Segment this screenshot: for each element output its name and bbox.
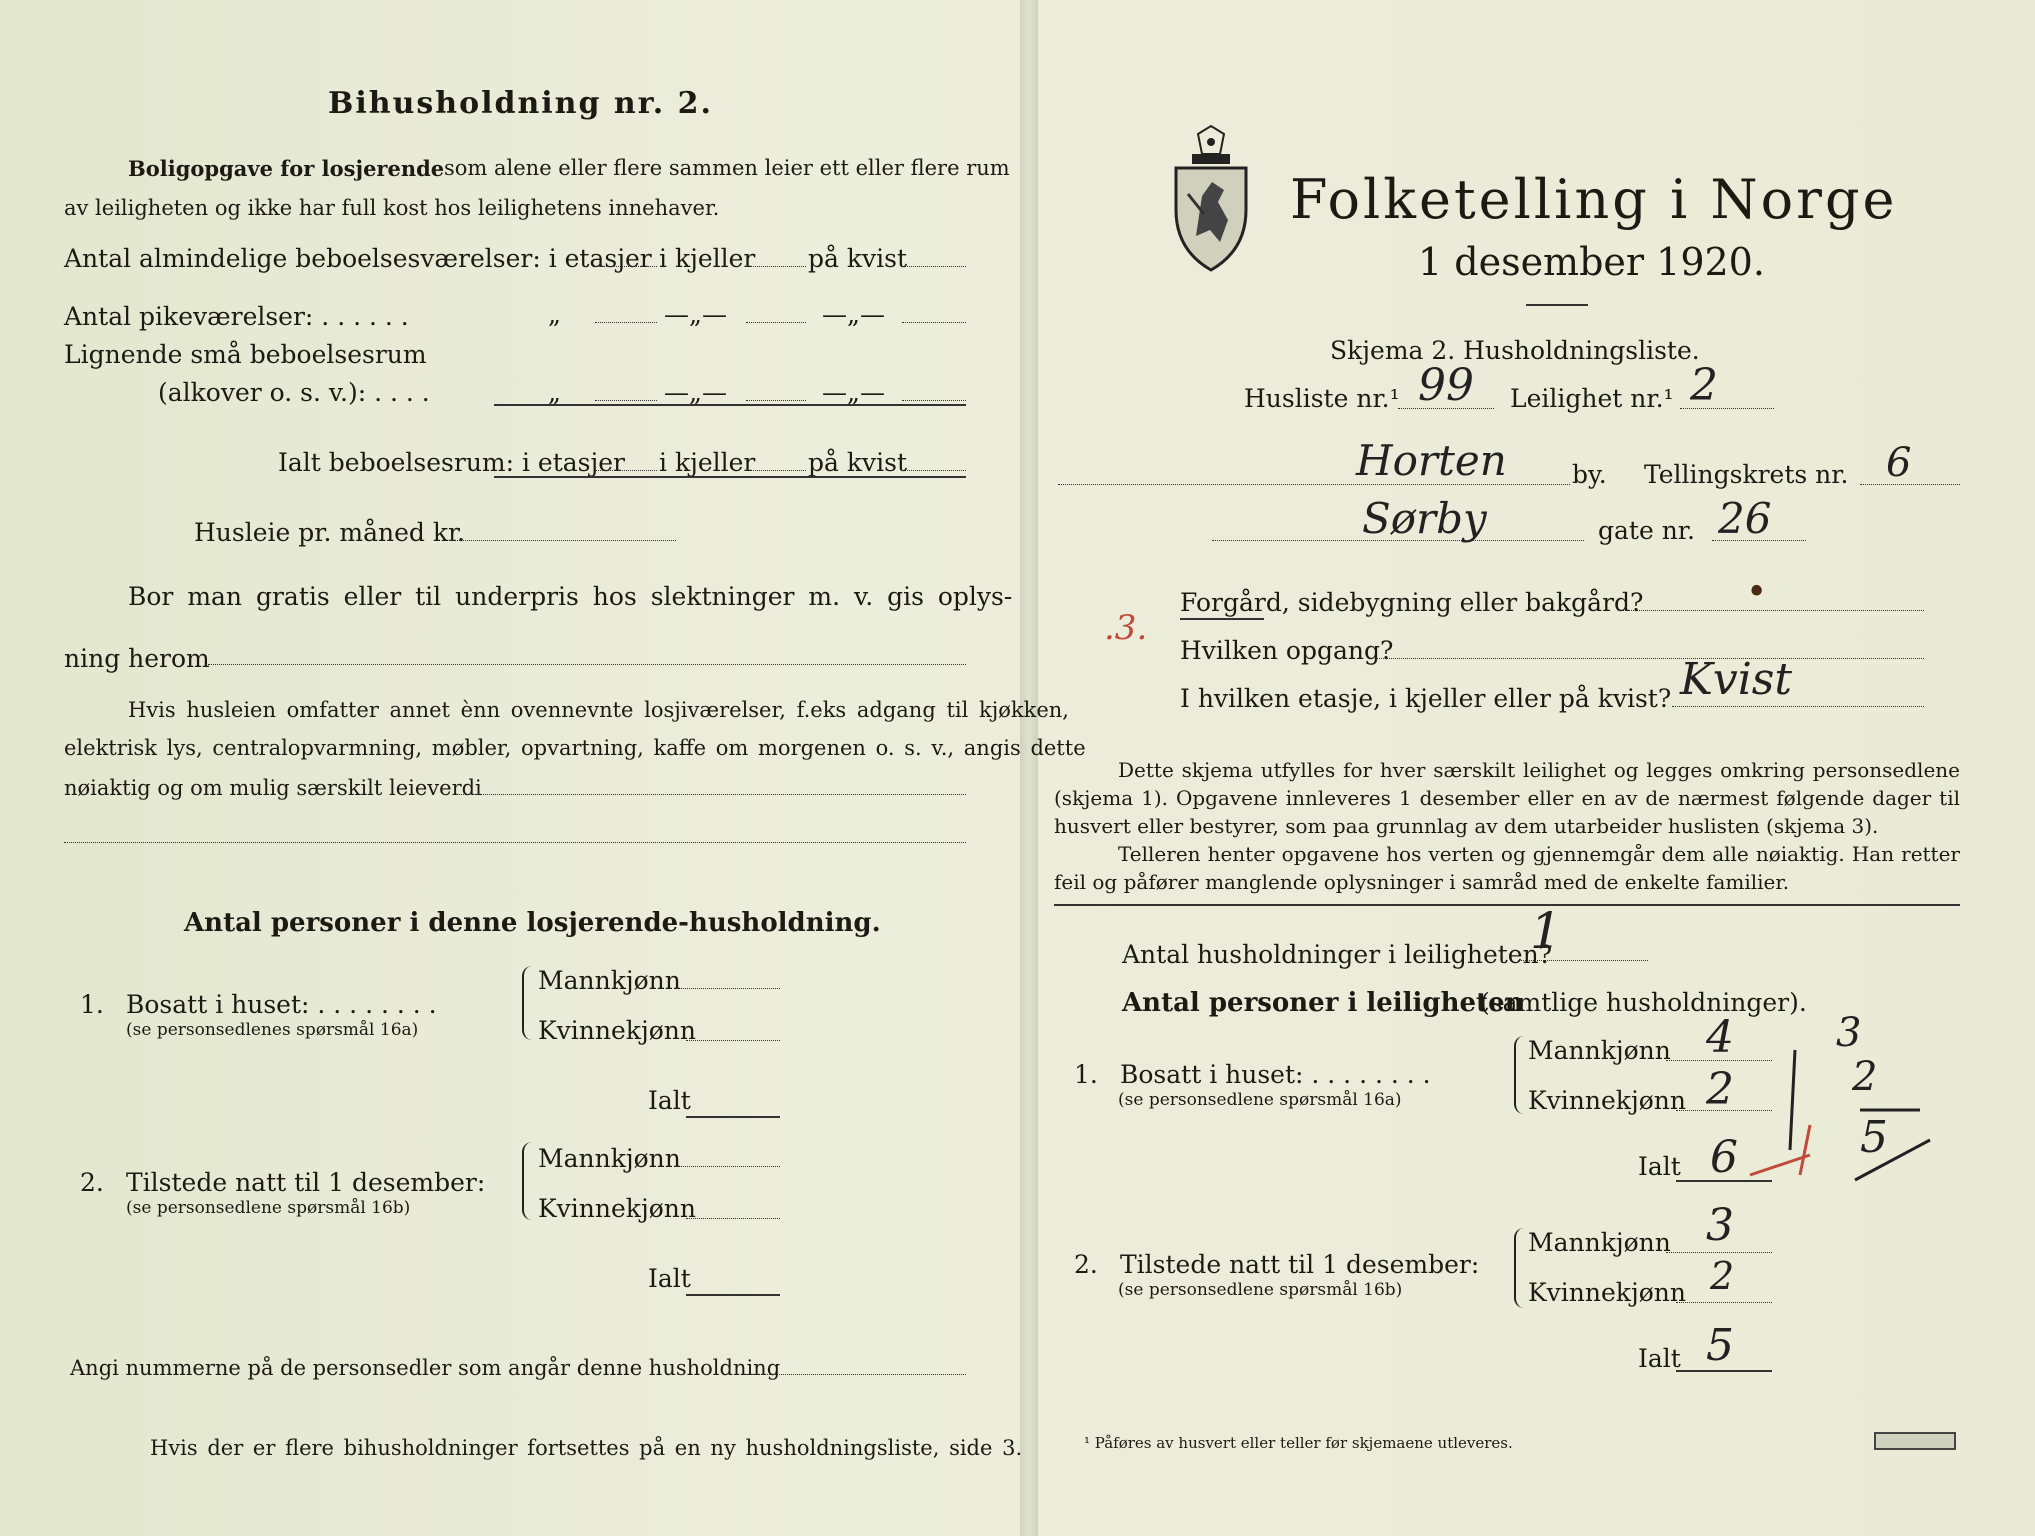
numbers-field[interactable] bbox=[746, 1374, 966, 1375]
gate-value: Sørby bbox=[1362, 494, 1487, 543]
right-q2-kvinne-field[interactable] bbox=[1676, 1302, 1772, 1303]
note-line-1: Hvis husleien omfatter annet ènn ovennevnte losjiværelser, f.eks adgang til kjøkken, bbox=[128, 698, 1069, 722]
rent-field[interactable] bbox=[450, 540, 676, 541]
left-q1-brace bbox=[522, 966, 534, 1040]
intro-bold: Boligopgave for losjerende bbox=[128, 156, 445, 181]
ialt-rooms-label: Ialt beboelsesrum: i etasjer bbox=[278, 448, 626, 477]
pike-ditto-2: —„— bbox=[664, 300, 727, 329]
opgang-label: Hvilken opgang? bbox=[1180, 636, 1394, 665]
left-q1-kvinne-label: Kvinnekjønn bbox=[538, 1016, 696, 1045]
right-persons-rest: (samtlige husholdninger). bbox=[1480, 988, 1807, 1017]
right-q1-brace bbox=[1514, 1036, 1526, 1114]
leieverdi-field-2[interactable] bbox=[64, 842, 966, 843]
left-q2-kvinne-field[interactable] bbox=[686, 1218, 780, 1219]
right-q1-mann-value: 4 bbox=[1706, 1012, 1734, 1063]
husliste-label: Husliste nr.¹ bbox=[1244, 384, 1400, 413]
left-q1-kvinne-field[interactable] bbox=[686, 1040, 780, 1041]
right-persons-bold: Antal personer i leiligheten bbox=[1122, 988, 1524, 1018]
right-date: 1 desember 1920. bbox=[1418, 240, 1765, 284]
krets-label: Tellingskrets nr. bbox=[1644, 460, 1849, 489]
footnote: ¹ Påføres av husvert eller teller før skjemaene utleveres. bbox=[1084, 1434, 1513, 1452]
note-line-3: nøiaktig og om mulig særskilt leieverdi bbox=[64, 776, 482, 800]
hush-value: 1 bbox=[1530, 902, 1562, 960]
ialt-kjeller-label: i kjeller bbox=[659, 448, 756, 477]
etasje-field[interactable] bbox=[1672, 706, 1924, 707]
gate-nr-value: 26 bbox=[1718, 494, 1772, 543]
title-rule bbox=[1526, 304, 1588, 306]
norway-coat-of-arms-icon bbox=[1168, 124, 1254, 278]
rooms-kvist-label: på kvist bbox=[808, 244, 907, 273]
right-q1-num: 1. bbox=[1074, 1060, 1098, 1089]
rooms-kjeller-label: i kjeller bbox=[659, 244, 756, 273]
left-q1-ialt-label: Ialt bbox=[648, 1086, 691, 1115]
left-q1-sub: (se personsedlenes spørsmål 16a) bbox=[126, 1020, 419, 1040]
krets-value: 6 bbox=[1886, 440, 1912, 486]
left-q1-num: 1. bbox=[80, 990, 104, 1019]
left-q1-label: Bosatt i huset: . . . . . . . . bbox=[126, 990, 437, 1019]
ialt-kvist-label: på kvist bbox=[808, 448, 907, 477]
left-q2-mann-field[interactable] bbox=[676, 1166, 780, 1167]
etasje-value: Kvist bbox=[1680, 654, 1793, 705]
small-rooms-ditto-3: —„— bbox=[822, 378, 885, 407]
right-title: Folketelling i Norge bbox=[1290, 168, 1898, 231]
right-q1-ialt-label: Ialt bbox=[1638, 1152, 1681, 1181]
etasje-label: I hvilken etasje, i kjeller eller på kvist? bbox=[1180, 684, 1672, 713]
rent-label: Husleie pr. måned kr. bbox=[194, 518, 466, 547]
right-q1-sub: (se personsedlene spørsmål 16a) bbox=[1118, 1090, 1402, 1110]
small-rooms-ditto-2: —„— bbox=[664, 378, 727, 407]
rooms-label: Antal almindelige beboelsesværelser: i etasjer bbox=[64, 244, 652, 273]
ialt-etasjer-field[interactable] bbox=[595, 470, 657, 471]
right-q1-alt-mann: 3 bbox=[1836, 1010, 1862, 1056]
ialt-kvist-field[interactable] bbox=[902, 470, 966, 471]
pike-kjeller-field[interactable] bbox=[746, 322, 806, 323]
correction-strokes bbox=[1700, 1040, 1940, 1204]
right-q2-kvinne-value: 2 bbox=[1710, 1254, 1735, 1298]
rooms-kvist-field[interactable] bbox=[902, 266, 966, 267]
small-rooms-etasjer-field[interactable] bbox=[595, 400, 657, 401]
left-q2-ialt-label: Ialt bbox=[648, 1264, 691, 1293]
hush-field[interactable] bbox=[1518, 960, 1648, 961]
note-line-2: elektrisk lys, centralopvarmning, møbler, opvartning, kaffe om morgenen o. s. v., angis dette bbox=[64, 736, 1086, 760]
margin-mark: .3. bbox=[1104, 608, 1148, 648]
instructions-rule bbox=[1054, 904, 1960, 906]
pike-ditto-3: —„— bbox=[822, 300, 885, 329]
printer-stamp bbox=[1874, 1432, 1956, 1450]
right-q2-mann-value: 3 bbox=[1706, 1200, 1734, 1251]
right-q2-mann-field[interactable] bbox=[1666, 1252, 1772, 1253]
opgang-field[interactable] bbox=[1376, 658, 1924, 659]
leilighet-value: 2 bbox=[1690, 360, 1718, 411]
pike-kvist-field[interactable] bbox=[902, 322, 966, 323]
forgard-field[interactable] bbox=[1618, 610, 1924, 611]
pike-etasjer-field[interactable] bbox=[595, 322, 657, 323]
rooms-etasjer-field[interactable] bbox=[595, 266, 657, 267]
numbers-label: Angi nummerne på de personsedler som angår denne husholdning bbox=[70, 1356, 781, 1380]
skjema-label: Skjema 2. Husholdningsliste. bbox=[1330, 336, 1700, 365]
rooms-kjeller-field[interactable] bbox=[746, 266, 806, 267]
gratis-line-2: ning herom bbox=[64, 644, 210, 673]
ialt-rule bbox=[494, 476, 966, 478]
instructions-p1: Dette skjema utfylles for hver særskilt leilighet og legges omkring personsedlene (skjema 1). Opgavene innleveres 1 desember eller en av de nærmest følgende dager til husvert eller bestyrer, som paa grunnlag av dem utarbeider huslisten (skjema 3). bbox=[1054, 758, 1960, 838]
by-label: by. bbox=[1572, 460, 1607, 489]
intro-line2: av leiligheten og ikke har full kost hos leilighetens innehaver. bbox=[64, 196, 720, 220]
right-q2-sub: (se personsedlene spørsmål 16b) bbox=[1118, 1280, 1403, 1300]
right-q2-mann-label: Mannkjønn bbox=[1528, 1228, 1671, 1257]
left-q2-ialt-field[interactable] bbox=[686, 1294, 780, 1296]
forgard-underline bbox=[1180, 618, 1264, 620]
right-q2-num: 2. bbox=[1074, 1250, 1098, 1279]
small-rooms-label-2: (alkover o. s. v.): . . . . bbox=[158, 378, 430, 407]
right-q1-mann-label: Mannkjønn bbox=[1528, 1036, 1671, 1065]
gratis-field[interactable] bbox=[208, 664, 966, 665]
pike-ditto: „ bbox=[548, 300, 561, 329]
left-q1-mann-field[interactable] bbox=[676, 988, 780, 989]
left-q1-mann-label: Mannkjønn bbox=[538, 966, 681, 995]
gate-label: gate nr. bbox=[1598, 516, 1695, 545]
gratis-line-1: Bor man gratis eller til underpris hos slektninger m. v. gis oplys- bbox=[128, 582, 1013, 611]
ialt-kjeller-field[interactable] bbox=[746, 470, 806, 471]
small-rooms-kjeller-field[interactable] bbox=[746, 400, 806, 401]
intro-line1: som alene eller flere sammen leier ett eller flere rum bbox=[444, 156, 1010, 180]
leilighet-label: Leilighet nr.¹ bbox=[1510, 384, 1674, 413]
leieverdi-field[interactable] bbox=[456, 794, 966, 795]
right-q1-label: Bosatt i huset: . . . . . . . . bbox=[1120, 1060, 1431, 1089]
right-q1-kvinne-value: 2 bbox=[1706, 1064, 1734, 1115]
left-q2-sub: (se personsedlene spørsmål 16b) bbox=[126, 1198, 411, 1218]
sum-rule bbox=[494, 404, 966, 406]
husliste-value: 99 bbox=[1418, 360, 1474, 411]
page-fold bbox=[1020, 0, 1038, 1536]
left-persons-heading: Antal personer i denne losjerende-husholdning. bbox=[184, 908, 881, 938]
left-q2-label: Tilstede natt til 1 desember: bbox=[126, 1168, 486, 1197]
small-rooms-kvist-field[interactable] bbox=[902, 400, 966, 401]
left-q1-ialt-field[interactable] bbox=[686, 1116, 780, 1118]
instructions-p2: Telleren henter opgavene hos verten og gjennemgår dem alle nøiaktig. Han retter feil og påfører manglende oplysninger i samråd med de enkelte familier. bbox=[1054, 842, 1960, 894]
right-q2-kvinne-label: Kvinnekjønn bbox=[1528, 1278, 1686, 1307]
right-q1-kvinne-label: Kvinnekjønn bbox=[1528, 1086, 1686, 1115]
pike-label: Antal pikeværelser: . . . . . . bbox=[64, 302, 409, 331]
right-q2-ialt-value: 5 bbox=[1706, 1320, 1734, 1371]
right-q1-ialt-value: 6 bbox=[1710, 1132, 1738, 1183]
left-q2-mann-label: Mannkjønn bbox=[538, 1144, 681, 1173]
small-rooms-label-1: Lignende små beboelsesrum bbox=[64, 340, 427, 369]
right-q2-ialt-label: Ialt bbox=[1638, 1344, 1681, 1373]
right-q2-brace bbox=[1514, 1228, 1526, 1308]
forgard-value: • bbox=[1746, 572, 1768, 613]
right-q2-label: Tilstede natt til 1 desember: bbox=[1120, 1250, 1480, 1279]
right-q1-alt-ialt: 5 bbox=[1860, 1112, 1888, 1163]
left-footer: Hvis der er flere bihusholdninger fortsettes på en ny husholdningsliste, side 3. bbox=[150, 1436, 1023, 1460]
by-value: Horten bbox=[1356, 436, 1507, 485]
small-rooms-ditto: „ bbox=[548, 378, 561, 407]
forgard-label: Forgård, sidebygning eller bakgård? bbox=[1180, 588, 1644, 617]
right-q1-alt-kvinne: 2 bbox=[1852, 1054, 1878, 1100]
left-title: Bihusholdning nr. 2. bbox=[328, 86, 713, 121]
hush-label: Antal husholdninger i leiligheten? bbox=[1122, 940, 1553, 969]
left-q2-num: 2. bbox=[80, 1168, 104, 1197]
left-q2-brace bbox=[522, 1142, 534, 1220]
left-q2-kvinne-label: Kvinnekjønn bbox=[538, 1194, 696, 1223]
